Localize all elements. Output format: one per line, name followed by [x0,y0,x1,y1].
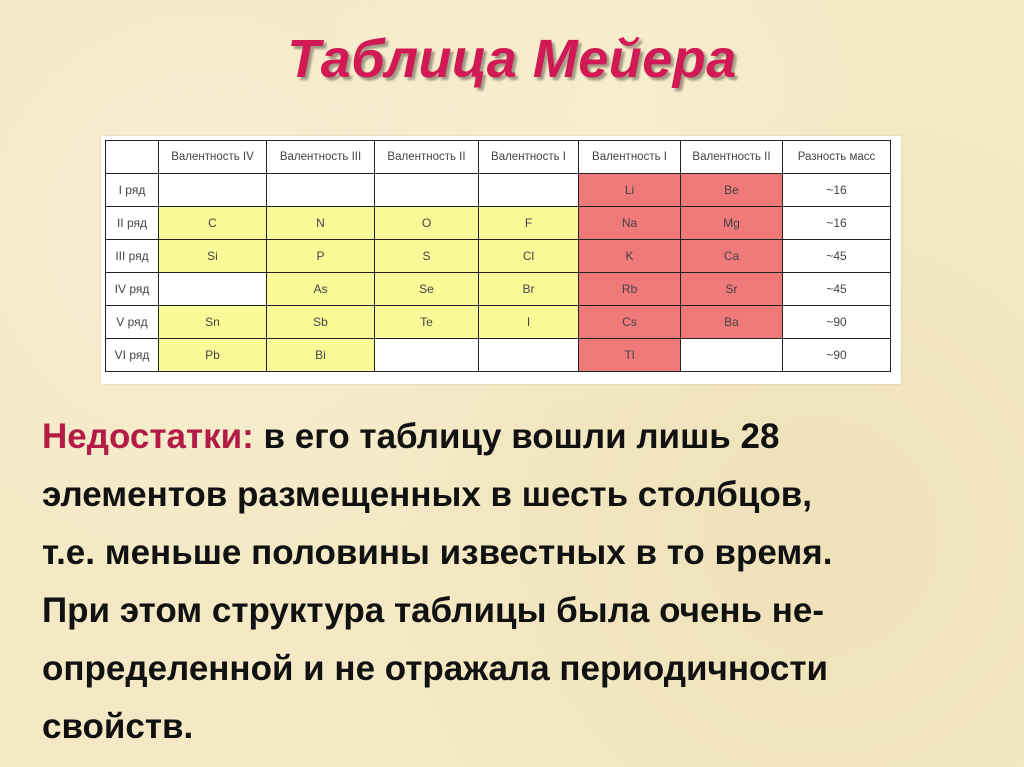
element-cell: Sn [159,306,267,339]
header-mass-difference: Разность масс [783,141,891,174]
header-corner-cell [106,141,159,174]
meyer-table-container [101,136,901,384]
element-cell [375,174,479,207]
mass-difference-cell: ~45 [783,240,891,273]
element-cell: N [267,207,375,240]
table-row [106,174,891,207]
table-row [106,273,891,306]
element-cell: Rb [579,273,681,306]
text-line-5: определенной и не отражала периодичности [42,649,829,688]
table-row [106,339,891,372]
row-label: III ряд [106,240,159,273]
row-label: II ряд [106,207,159,240]
element-cell [159,273,267,306]
element-cell: Sr [681,273,783,306]
text-line-3: т.е. меньше половины известных в то время. [42,533,833,572]
header-valence-i: Валентность I [479,141,579,174]
row-label: VI ряд [106,339,159,372]
element-cell: S [375,240,479,273]
text-line-4: При этом структура таблицы была очень не- [42,591,825,630]
text-line-1 [42,408,992,466]
element-cell: Bi [267,339,375,372]
element-cell: Br [479,273,579,306]
mass-difference-cell: ~90 [783,306,891,339]
drawbacks-paragraph [42,408,992,756]
element-cell: Na [579,207,681,240]
element-cell: Ca [681,240,783,273]
element-cell: As [267,273,375,306]
header-valence-ii-second: Валентность II [681,141,783,174]
element-cell: I [479,306,579,339]
element-cell: Ba [681,306,783,339]
element-cell: Li [579,174,681,207]
row-label: IV ряд [106,273,159,306]
mass-difference-cell: ~90 [783,339,891,372]
element-cell: Tl [579,339,681,372]
table-row [106,306,891,339]
table-row [106,207,891,240]
text-line-6: свойств. [42,707,194,746]
drawbacks-keyword: Недостатки: [42,417,254,456]
element-cell: F [479,207,579,240]
element-cell: O [375,207,479,240]
text-line-2: элементов размещенных в шесть столбцов, [42,475,812,514]
header-valence-ii: Валентность II [375,141,479,174]
element-cell: Mg [681,207,783,240]
element-cell: Se [375,273,479,306]
element-cell [479,174,579,207]
element-cell [159,174,267,207]
element-cell: Be [681,174,783,207]
element-cell [267,174,375,207]
element-cell: Cs [579,306,681,339]
element-cell: P [267,240,375,273]
slide-title: Таблица Мейера [287,29,737,89]
text-line-1-rest: в его таблицу вошли лишь 28 [253,417,780,456]
header-valence-i-second: Валентность I [579,141,681,174]
mass-difference-cell: ~16 [783,174,891,207]
row-label: V ряд [106,306,159,339]
element-cell [681,339,783,372]
element-cell: Cl [479,240,579,273]
element-cell [375,339,479,372]
element-cell: Sb [267,306,375,339]
table-row [106,240,891,273]
meyer-table [105,140,891,372]
table-header-row [106,141,891,174]
row-label: I ряд [106,174,159,207]
element-cell: Pb [159,339,267,372]
mass-difference-cell: ~45 [783,273,891,306]
element-cell: C [159,207,267,240]
table-body [106,174,891,372]
header-valence-iv: Валентность IV [159,141,267,174]
element-cell [479,339,579,372]
element-cell: K [579,240,681,273]
element-cell: Te [375,306,479,339]
element-cell: Si [159,240,267,273]
mass-difference-cell: ~16 [783,207,891,240]
header-valence-iii: Валентность III [267,141,375,174]
